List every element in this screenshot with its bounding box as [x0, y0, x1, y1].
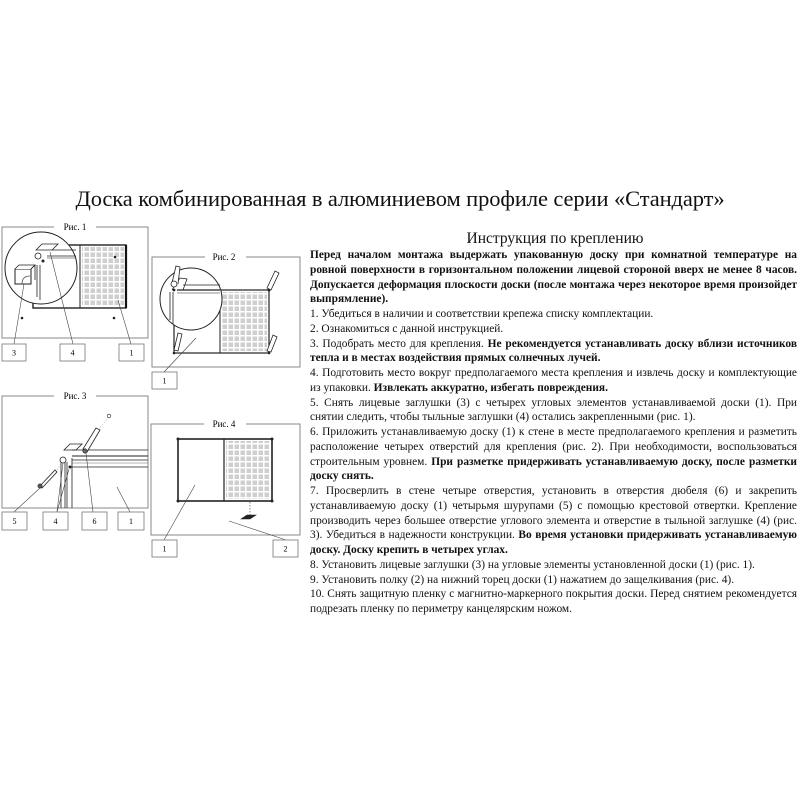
step-warning: Извлекать аккуратно, избегать повреждения.: [373, 381, 608, 394]
cork-grid: [226, 441, 270, 499]
intro-bold: Перед началом монтажа выдержать упакованную доску при комнатной температуре на ровной поверхности в горизонтальном положении лицевой стороной вверх не менее 8 часов. Допускается деформация плоскости доски (после монтажа через некоторое время произойдет выпрямление).: [310, 249, 797, 306]
svg-text:1: 1: [129, 517, 133, 526]
step-10: [310, 587, 797, 617]
step-text: 7. Просверлить в стене четыре отверстия, установить в отверстия дюбеля (6) и закрепить устанавливаемую доску (1) четырьмя шурупами (5) с помощью крестовой отвертки. Крепление производить через большее отверстие углового элемента и отверстие в тыльной заглушке (4) (рис. 3). Убедиться в надежности конструкции.: [310, 485, 797, 542]
svg-text:5: 5: [12, 517, 17, 526]
callout-1: [152, 540, 177, 557]
step-3: [310, 337, 797, 367]
screw-icon: [38, 462, 62, 488]
step-7: [310, 484, 797, 558]
cap-3: [15, 269, 31, 284]
figure-3-frame: [2, 396, 148, 508]
figure-3-label: Рис. 3: [63, 391, 87, 401]
cork-grid: [222, 292, 267, 351]
step-text: 2. Ознакомиться с данной инструкцией.: [310, 322, 504, 335]
step-2: [310, 322, 797, 337]
callout-3: [2, 344, 26, 361]
figure-4-label: Рис. 4: [212, 419, 236, 429]
figure-2: [152, 252, 300, 389]
step-text: 8. Установить лицевые заглушки (3) на угловые элементы установленной доски (1) (рис. 1).: [310, 558, 755, 571]
callout-4: [43, 512, 68, 530]
callout-5: [2, 512, 27, 530]
step-text: 10. Снять защитную пленку с магнитно-маркерного покрытия доски. Перед снятием рекомендуется подрезать пленку по периметру канцелярским ножом.: [310, 588, 797, 615]
document-title: Доска комбинированная в алюминиевом профиле серии «Стандарт»: [75, 186, 725, 211]
svg-text:4: 4: [70, 348, 75, 358]
step-5: [310, 396, 797, 426]
step-warning: Не рекомендуется устанавливать доску вблизи источников тепла и в местах воздействия прямых солнечных лучей.: [310, 337, 797, 365]
step-warning: При разметке придерживать устанавливаемую доску, после разметки доску снять.: [310, 455, 797, 483]
step-text: 9. Установить полку (2) на нижний торец доски (1) нажатием до защелкивания (рис. 4).: [310, 573, 735, 586]
callout-2: [273, 540, 298, 557]
step-1: [310, 307, 797, 322]
step-4: [310, 366, 797, 396]
step-6: [310, 425, 797, 484]
svg-text:1: 1: [162, 376, 167, 386]
step-text: 1. Убедиться в наличии и соответствии крепежа списку комплектации.: [310, 308, 654, 320]
step-text: 3. Подобрать место для крепления.: [310, 337, 488, 350]
dowel-icon: [83, 414, 111, 453]
intro-paragraph: [310, 248, 797, 307]
figure-2-label: Рис. 2: [212, 252, 236, 262]
figures-area: [0, 0, 310, 580]
svg-text:4: 4: [53, 517, 58, 526]
figure-1-label: Рис. 1: [63, 222, 87, 232]
callout-1: [119, 344, 144, 361]
callout-1: [152, 372, 177, 389]
cork-grid: [82, 247, 124, 306]
callout-4: [60, 344, 85, 361]
step-text: 5. Снять лицевые заглушки (3) с четырех угловых элементов устанавливаемой доски (1). При снятии следить, чтобы тыльные заглушки (4) остались закрепленными (рис. 1).: [310, 396, 797, 424]
step-9: [310, 573, 797, 588]
step-text: 6. Приложить устанавливаемую доску (1) к стене в месте предполагаемого крепления и разметить расположение четырех отверстий для крепления (рис. 2). При необходимости, воспользоваться строительным уровнем.: [310, 426, 797, 468]
shelf-icon: [241, 515, 256, 519]
figure-3: [2, 391, 148, 530]
step-text: 4. Подготовить место вокруг предполагаемого места крепления и извлечь доску и комплектующие из упаковки.: [310, 367, 797, 394]
magnifier-circle: [160, 268, 222, 330]
svg-text:2: 2: [283, 544, 288, 554]
step-warning: Во время установки придерживать устанавливаемую доску. Доску крепить в четырех углах.: [310, 529, 797, 556]
callout-6: [82, 512, 107, 530]
svg-text:1: 1: [162, 544, 167, 554]
callout-1: [118, 512, 144, 530]
instruction-heading: Инструкция по креплению: [466, 230, 644, 247]
svg-text:1: 1: [129, 348, 134, 358]
figure-4: [151, 419, 300, 557]
figure-1: [2, 222, 148, 361]
svg-text:3: 3: [12, 348, 16, 358]
svg-text:6: 6: [92, 517, 97, 526]
step-8: [310, 558, 797, 573]
instruction-text: [310, 248, 797, 617]
